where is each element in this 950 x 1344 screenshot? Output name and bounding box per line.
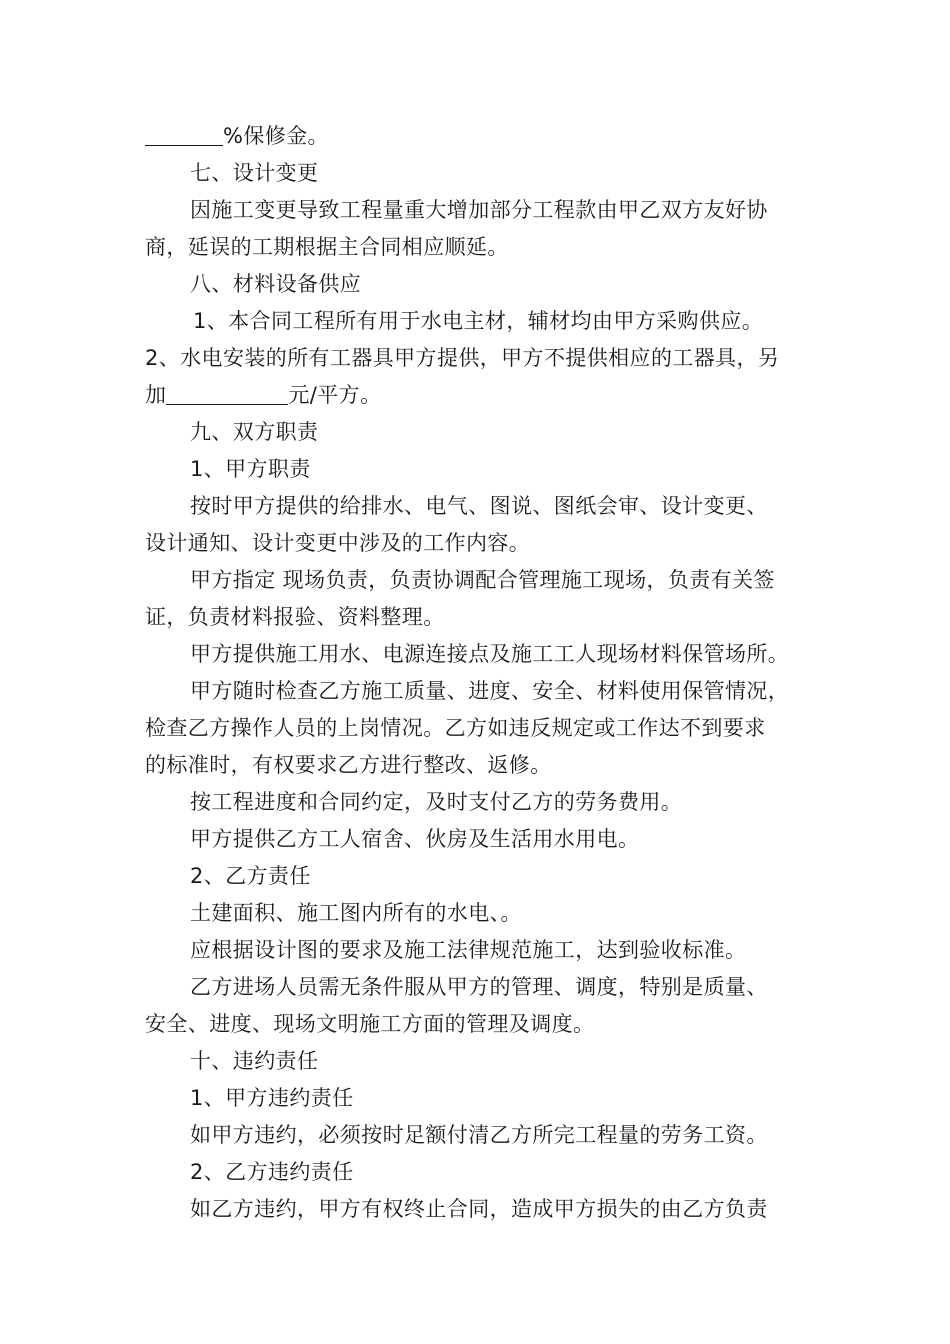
paragraph-line: 土建面积、施工图内所有的水电、。: [190, 901, 522, 925]
retention-line: %保修金。: [145, 118, 810, 155]
paragraph-line: 商，延误的工期根据主合同相应顺延。: [145, 235, 509, 259]
price-line: 加 元/平方。: [145, 383, 382, 407]
paragraph-line: 甲方提供施工用水、电源连接点及施工工人现场材料保管场所。: [190, 642, 790, 666]
subsection-heading: 1、甲方职责: [190, 457, 311, 481]
section-heading: 十、违约责任: [190, 1049, 319, 1073]
paragraph-line: 乙方进场人员需无条件服从甲方的管理、调度，特别是质量、: [190, 975, 768, 999]
paragraph-line: 设计通知、设计变更中涉及的工作内容。: [145, 531, 531, 555]
paragraph-line: 1、本合同工程所有用于水电主材，辅材均由甲方采购供应。: [193, 309, 764, 333]
document-body: [145, 118, 810, 1228]
paragraph-line: 检查乙方操作人员的上岗情况。乙方如违反规定或工作达不到要求: [145, 716, 766, 740]
paragraph-line: 的标准时，有权要求乙方进行整改、返修。: [145, 753, 552, 777]
section-heading: 八、材料设备供应: [190, 272, 362, 296]
paragraph-line: 应根据设计图的要求及施工法律规范施工，达到验收标准。: [190, 938, 747, 962]
blank-underline: [145, 123, 223, 146]
paragraph-line: 如甲方违约，必须按时足额付清乙方所完工程量的劳务工资。: [190, 1123, 768, 1147]
paragraph-line: 如乙方违约，甲方有权终止合同，造成甲方损失的由乙方负责: [190, 1197, 768, 1221]
subsection-heading: 2、乙方违约责任: [190, 1160, 354, 1184]
paragraph-line: 因施工变更导致工程量重大增加部分工程款由甲乙双方友好协: [190, 198, 768, 222]
subsection-heading: 1、甲方违约责任: [190, 1086, 354, 1110]
paragraph-line: 证，负责材料报验、资料整理。: [145, 605, 445, 629]
paragraph-line: 2、水电安装的所有工器具甲方提供，甲方不提供相应的工器具，另: [145, 346, 780, 370]
paragraph-line: 甲方提供乙方工人宿舍、伙房及生活用水用电。: [190, 827, 640, 851]
paragraph-line: 安全、进度、现场文明施工方面的管理及调度。: [145, 1012, 595, 1036]
section-heading: 七、设计变更: [190, 161, 319, 185]
paragraph-line: 甲方随时检查乙方施工质量、进度、安全、材料使用保管情况，: [190, 679, 790, 703]
subsection-heading: 2、乙方责任: [190, 864, 311, 888]
blank-underline: [166, 382, 288, 405]
paragraph-line: 按时甲方提供的给排水、电气、图说、图纸会审、设计变更、: [190, 494, 768, 518]
section-heading: 九、双方职责: [190, 420, 319, 444]
paragraph-line: 甲方指定 现场负责，负责协调配合管理施工现场，负责有关签: [190, 568, 775, 592]
paragraph-line: 按工程进度和合同约定，及时支付乙方的劳务费用。: [190, 790, 683, 814]
